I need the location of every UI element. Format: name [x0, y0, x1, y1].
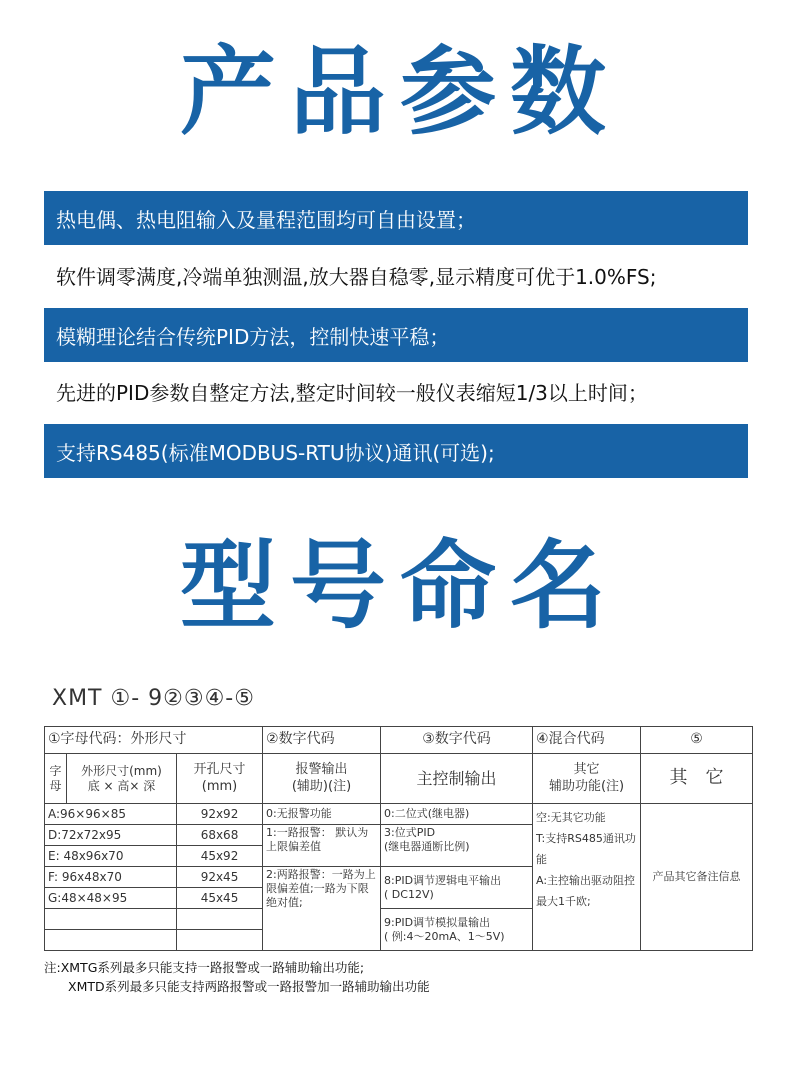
feature-line-4: 先进的PID参数自整定方法,整定时间较一般仪表缩短1/3以上时间； — [44, 364, 748, 418]
sub-misc: 其 它 — [641, 754, 753, 804]
naming-title: 型号命名 — [180, 530, 620, 642]
feature-banner-5: 支持RS485(标准MODBUS-RTU协议)通讯(可选); — [44, 424, 748, 478]
alarm-option: 0:无报警功能 — [263, 804, 381, 825]
size-dims: F: 96x48x70 — [45, 867, 177, 888]
empty-cell — [45, 930, 177, 951]
other-option: 空:无其它功能 — [536, 811, 606, 824]
other-option: T:支持RS485通讯功能 — [536, 831, 636, 866]
header-letter-code: ①字母代码：外形尺寸 — [45, 727, 263, 754]
sub-main: 主控制输出 — [381, 754, 533, 804]
sub-dims: 外形尺寸(mm) 底 × 高× 深 — [67, 754, 177, 804]
header-digit-code-2: ②数字代码 — [263, 727, 381, 754]
note-line: 注:XMTG系列最多只能支持一路报警或一路辅助输出功能; — [44, 960, 365, 975]
sub-letter: 字母 — [45, 754, 67, 804]
header-mixed-code: ④混合代码 — [533, 727, 641, 754]
main-option: 0:二位式(继电器) — [381, 804, 533, 825]
empty-cell — [45, 909, 177, 930]
size-dims: E: 48x96x70 — [45, 846, 177, 867]
size-dims: A:96×96×85 — [45, 804, 177, 825]
size-hole: 92x45 — [177, 867, 263, 888]
empty-cell — [177, 930, 263, 951]
note-line: XMTD系列最多只能支持两路报警或一路报警加一路辅助输出功能 — [68, 979, 430, 995]
other-option: A:主控输出驱动阻控最大1千欧; — [536, 873, 636, 908]
main-option: 3:位式PID (继电器通断比例) — [381, 825, 533, 867]
header-digit-code-3: ③数字代码 — [381, 727, 533, 754]
feature-line-2: 软件调零满度,冷端单独测温,放大器自稳零,显示精度可优于1.0%FS; — [44, 248, 748, 302]
table-row — [45, 804, 753, 825]
misc-info: 产品其它备注信息 — [641, 804, 753, 951]
params-title: 产品参数 — [180, 36, 620, 148]
header-other-code: ⑤ — [641, 727, 753, 754]
main-option: 8:PID调节逻辑电平输出 ( DC12V) — [381, 867, 533, 909]
alarm-option: 2:两路报警：一路为上限偏差值;一路为下限绝对值; — [263, 867, 381, 951]
alarm-option: 1:一路报警： 默认为上限偏差值 — [263, 825, 381, 867]
size-dims: G:48×48×95 — [45, 888, 177, 909]
size-hole: 92x92 — [177, 804, 263, 825]
feature-banner-3: 模糊理论结合传统PID方法，控制快速平稳； — [44, 308, 748, 362]
sub-hole: 开孔尺寸 (mm) — [177, 754, 263, 804]
table-subheader-row — [45, 754, 753, 804]
feature-banner-1: 热电偶、热电阻输入及量程范围均可自由设置； — [44, 191, 748, 245]
model-code: XMT ①- 9②③④-⑤ — [52, 686, 255, 711]
empty-cell — [177, 909, 263, 930]
sub-alarm: 报警输出 (辅助)(注) — [263, 754, 381, 804]
size-hole: 45x45 — [177, 888, 263, 909]
size-hole: 68x68 — [177, 825, 263, 846]
size-hole: 45x92 — [177, 846, 263, 867]
sub-other: 其它 辅助功能(注) — [533, 754, 641, 804]
size-dims: D:72x72x95 — [45, 825, 177, 846]
main-option: 9:PID调节模拟量输出 ( 例:4～20mA、1～5V) — [381, 909, 533, 951]
model-table — [44, 726, 753, 951]
notes — [44, 958, 430, 997]
table-header-row — [45, 727, 753, 754]
other-options — [533, 804, 641, 951]
